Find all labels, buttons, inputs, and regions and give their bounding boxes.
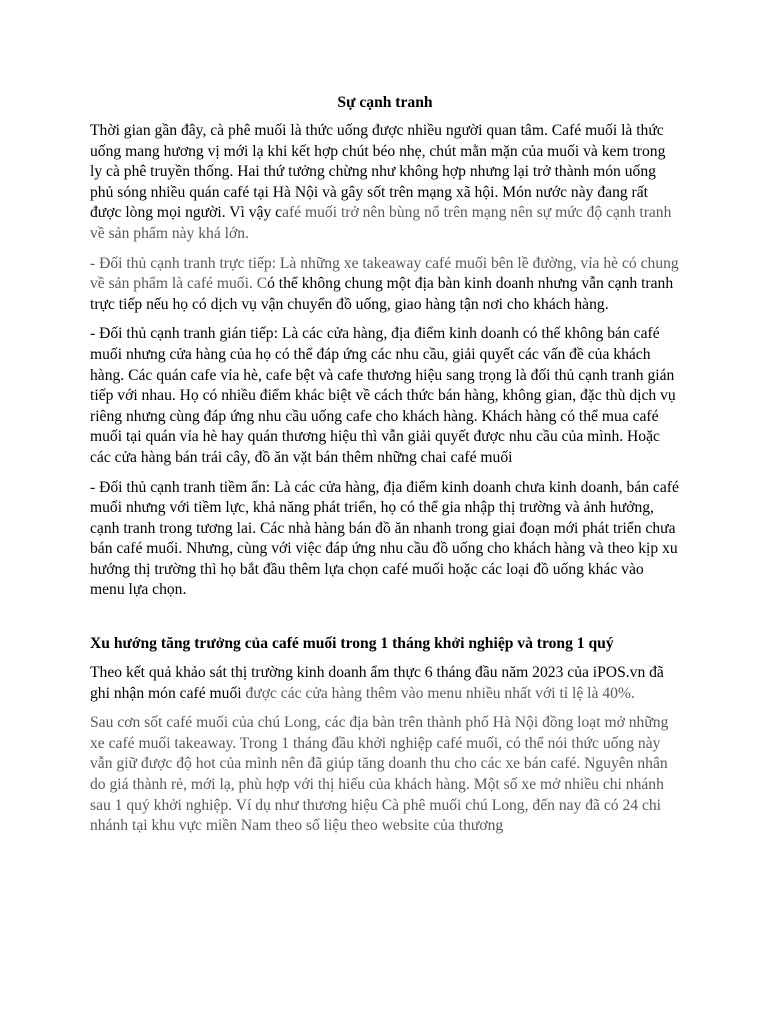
paragraph-intro (90, 121, 680, 245)
paragraph-potential-competitors: - Đối thủ cạnh tranh tiềm ẩn: Là các cửa hàng, địa điểm kinh doanh chưa kinh doanh, bán café muối nhưng với tiềm lực, khả năng phát triển, họ có thể gia nhập thị trường và ảnh hưởng, cạnh tranh trong tương lai. Các nhà hàng bán đồ ăn nhanh trong giai đoạn mới phát triển chưa bán café muối. Nhưng, cùng với việc đáp ứng nhu cầu đồ uống cho khách hàng và theo kịp xu hướng thị trường thì họ bắt đầu thêm lựa chọn café muối hoặc các loại đồ uống khác vào menu lựa chọn. (90, 478, 679, 599)
paragraph-intro-main: Thời gian gần đây, cà phê muối là thức uống được nhiều người quan tâm. Café muối là thức uống mang hương vị mới lạ khi kết hợp chút béo nhẹ, chút mằn mặn của muối và kem trong ly cà phê truyền thống. Hai thứ tưởng chừng như không hợp nhưng lại trở thành món uống phủ sóng nhiều quán café tại Hà Nội và gây sốt trên mạng xã hội. Món nước này đang rất được lòng mọi người. Vì vậy c (90, 122, 666, 222)
paragraph-direct-competitors-rest: ó thể không chung một địa bàn kinh doanh nhưng vẫn cạnh tranh trực tiếp nếu họ có dịch vụ vận chuyển đồ uống, giao hàng tận nơi cho khách hàng. (90, 275, 674, 313)
paragraph-growth-details: Sau cơn sốt café muối của chú Long, các địa bàn trên thành phố Hà Nội đồng loạt mở những xe café muối takeaway. Trong 1 tháng đầu khởi nghiệp café muối, có thể nói thức uống này vẫn giữ được độ hot của mình nên đã giúp tăng doanh thu cho các xe bán café. Nguyên nhân do giá thành rẻ, mới lạ, phù hợp với thị hiếu của khách hàng. Một số xe mở nhiều chi nhánh sau 1 quý khởi nghiệp. Ví dụ như thương hiệu Cà phê muối chú Long, đến nay đã có 24 chi nhánh tại khu vực miền Nam theo số liệu theo website của thương (90, 714, 669, 835)
paragraph-survey-tail: được các cửa hàng thêm vào menu nhiều nhất với tỉ lệ là 40%. (241, 684, 635, 702)
document-title: Sự cạnh tranh (337, 94, 433, 111)
paragraph-direct-competitors-lead: - Đối thủ cạnh tranh trực tiếp: Là những xe takeaway café muối bên lề đường, vỉa hè có chung về sản phẩm là café muối. C (90, 254, 679, 293)
paragraph-survey (90, 663, 680, 704)
section-heading-growth-trend: Xu hướng tăng trưởng của café muối trong 1 tháng khởi nghiệp và trong 1 quý (90, 635, 614, 653)
paragraph-indirect-competitors: - Đối thủ cạnh tranh gián tiếp: Là các cửa hàng, địa điểm kinh doanh có thể không bán café muối nhưng cửa hàng của họ có thể đáp ứng các nhu cầu, giải quyết các vấn đề của khách hàng. Các quán cafe vỉa hè, cafe bệt và cafe thương hiệu sang trọng là đối thủ cạnh tranh gián tiếp với nhau. Họ có nhiều điểm khác biệt về cách thức bán hàng, không gian, đặc thù dịch vụ riêng nhưng cùng đáp ứng nhu cầu uống cafe cho khách hàng. Khách hàng có thể mua café muối tại quán vỉa hè hay quán thương hiệu thì vẫn giải quyết được nhu cầu của mình. Hoặc các cửa hàng bán trái cây, đồ ăn vặt bán thêm những chai café muối (90, 325, 676, 466)
paragraph-survey-main: Theo kết quả khảo sát thị trường kinh doanh ẩm thực 6 tháng đầu năm 2023 của iPOS.vn đã ghi nhận món café muối (90, 664, 664, 702)
paragraph-intro-tail: afé muối trở nên bùng nổ trên mạng nên sự mức độ cạnh tranh về sản phẩm này khá lớn. (90, 204, 672, 242)
paragraph-direct-competitors (90, 254, 680, 316)
